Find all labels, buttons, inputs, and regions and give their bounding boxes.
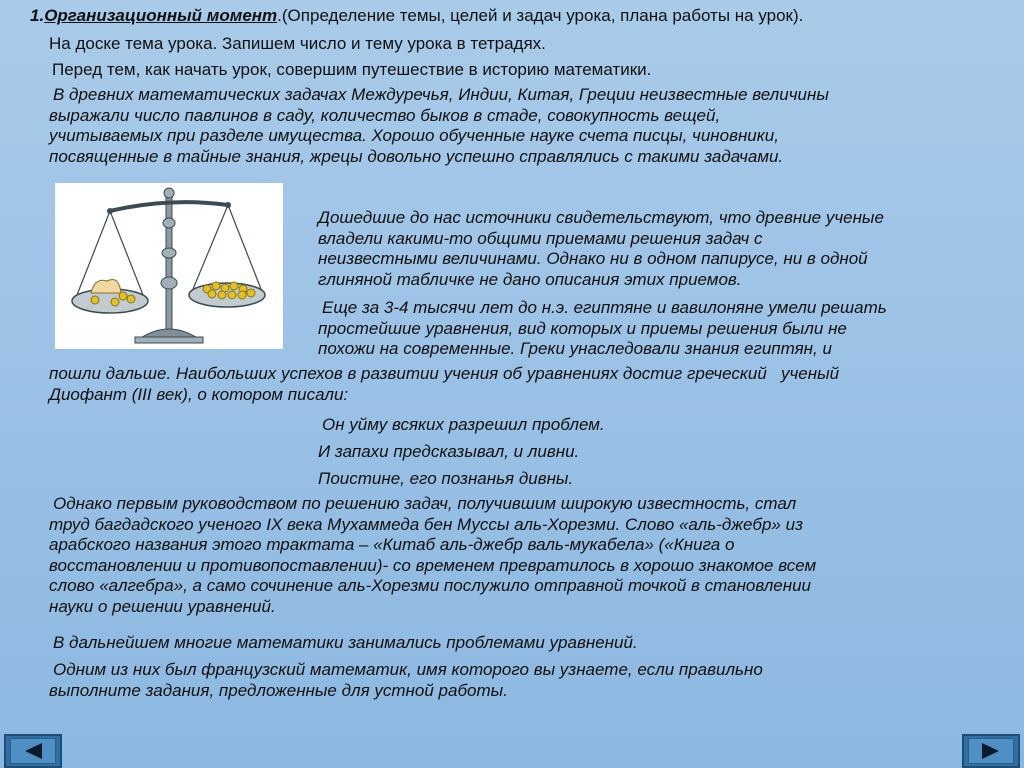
intro-line-1: На доске тема урока. Запишем число и тему урока в тетрадях.	[49, 34, 546, 53]
arrow-right-icon	[978, 741, 1004, 761]
paragraph-4-line: арабского названия этого трактата – «Китаб аль-джебр валь-мукабела» («Книга о	[49, 535, 735, 555]
heading-number: 1.	[30, 6, 45, 25]
paragraph-3-line: Диофант (III век), о котором писали:	[49, 384, 349, 404]
paragraph-1-line: В древних математических задачах Междуречья, Индии, Китая, Греции неизвестные величины	[53, 85, 829, 104]
paragraph-3-line: пошли дальше. Наибольших успехов в развитии учения об уравнениях достиг греческий ученый	[49, 364, 840, 383]
next-slide-button-face	[968, 738, 1014, 764]
heading-title: Организационный момент	[44, 6, 278, 25]
balance-scale-image	[55, 183, 283, 349]
paragraph-2	[318, 208, 884, 290]
paragraph-3-full	[49, 364, 839, 405]
paragraph-4	[49, 494, 816, 618]
poem-line-1: Он уйму всяких разрешил проблем.	[322, 415, 605, 434]
paragraph-3-right	[318, 298, 887, 360]
paragraph-3-line: простейшие уравнения, вид которых и приемы решения были не	[318, 318, 847, 338]
paragraph-5: В дальнейшем многие математики занимались проблемами уравнений.	[53, 633, 638, 652]
poem-line-2: И запахи предсказывал, и ливни.	[318, 442, 580, 461]
paragraph-2-line: владели какими-то общими приемами решения задач с	[318, 228, 763, 248]
heading	[30, 5, 803, 26]
prev-slide-button[interactable]	[4, 734, 62, 768]
paragraph-4-line: труд багдадского ученого IX века Мухаммеда бен Муссы аль-Хорезми. Слово «аль-джебр» из	[49, 514, 803, 534]
paragraph-1	[49, 85, 829, 167]
paragraph-3-line: Еще за 3-4 тысячи лет до н.э. египтяне и вавилоняне умели решать	[322, 298, 887, 317]
heading-rest: .(Определение темы, целей и задач урока, плана работы на урок).	[277, 6, 804, 25]
next-slide-button[interactable]	[962, 734, 1020, 768]
paragraph-3-line: похожи на современные. Греки унаследовали знания египтян, и	[318, 339, 832, 359]
intro-line-2: Перед тем, как начать урок, совершим путешествие в историю математики.	[52, 60, 652, 79]
balance-scale-icon	[55, 183, 283, 349]
arrow-left-icon	[20, 741, 46, 761]
paragraph-6	[49, 660, 763, 701]
paragraph-2-line: Дошедшие до нас источники свидетельствуют, что древние ученые	[318, 208, 884, 227]
paragraph-6-line: Одним из них был французский математик, имя которого вы узнаете, если правильно	[53, 660, 763, 679]
paragraph-1-line: выражали число павлинов в саду, количество быков в стаде, совокупность вещей,	[49, 105, 721, 125]
paragraph-4-line: восстановлении и противопоставлении)- со временем превратилось в хорошо знакомое всем	[49, 555, 817, 575]
paragraph-2-line: неизвестными величинами. Однако ни в одном папирусе, ни в одной	[318, 249, 868, 269]
paragraph-1-line: посвященные в тайные знания, жрецы довольно успешно справлялись с такими задачами.	[49, 146, 784, 166]
paragraph-1-line: учитываемых при разделе имущества. Хорошо обученные науке счета писцы, чиновники,	[49, 126, 779, 146]
paragraph-4-line: слово «алгебра», а само сочинение аль-Хорезми послужило отправной точкой в становлении	[49, 576, 812, 596]
prev-slide-button-face	[10, 738, 56, 764]
paragraph-6-line: выполните задания, предложенные для устной работы.	[49, 680, 508, 700]
poem-line-3: Поистине, его познанья дивны.	[318, 469, 574, 488]
paragraph-4-line: науки о решении уравнений.	[49, 596, 276, 616]
paragraph-2-line: глиняной табличке не дано описания этих приемов.	[318, 269, 742, 289]
paragraph-4-line: Однако первым руководством по решению задач, получившим широкую известность, стал	[53, 494, 797, 513]
